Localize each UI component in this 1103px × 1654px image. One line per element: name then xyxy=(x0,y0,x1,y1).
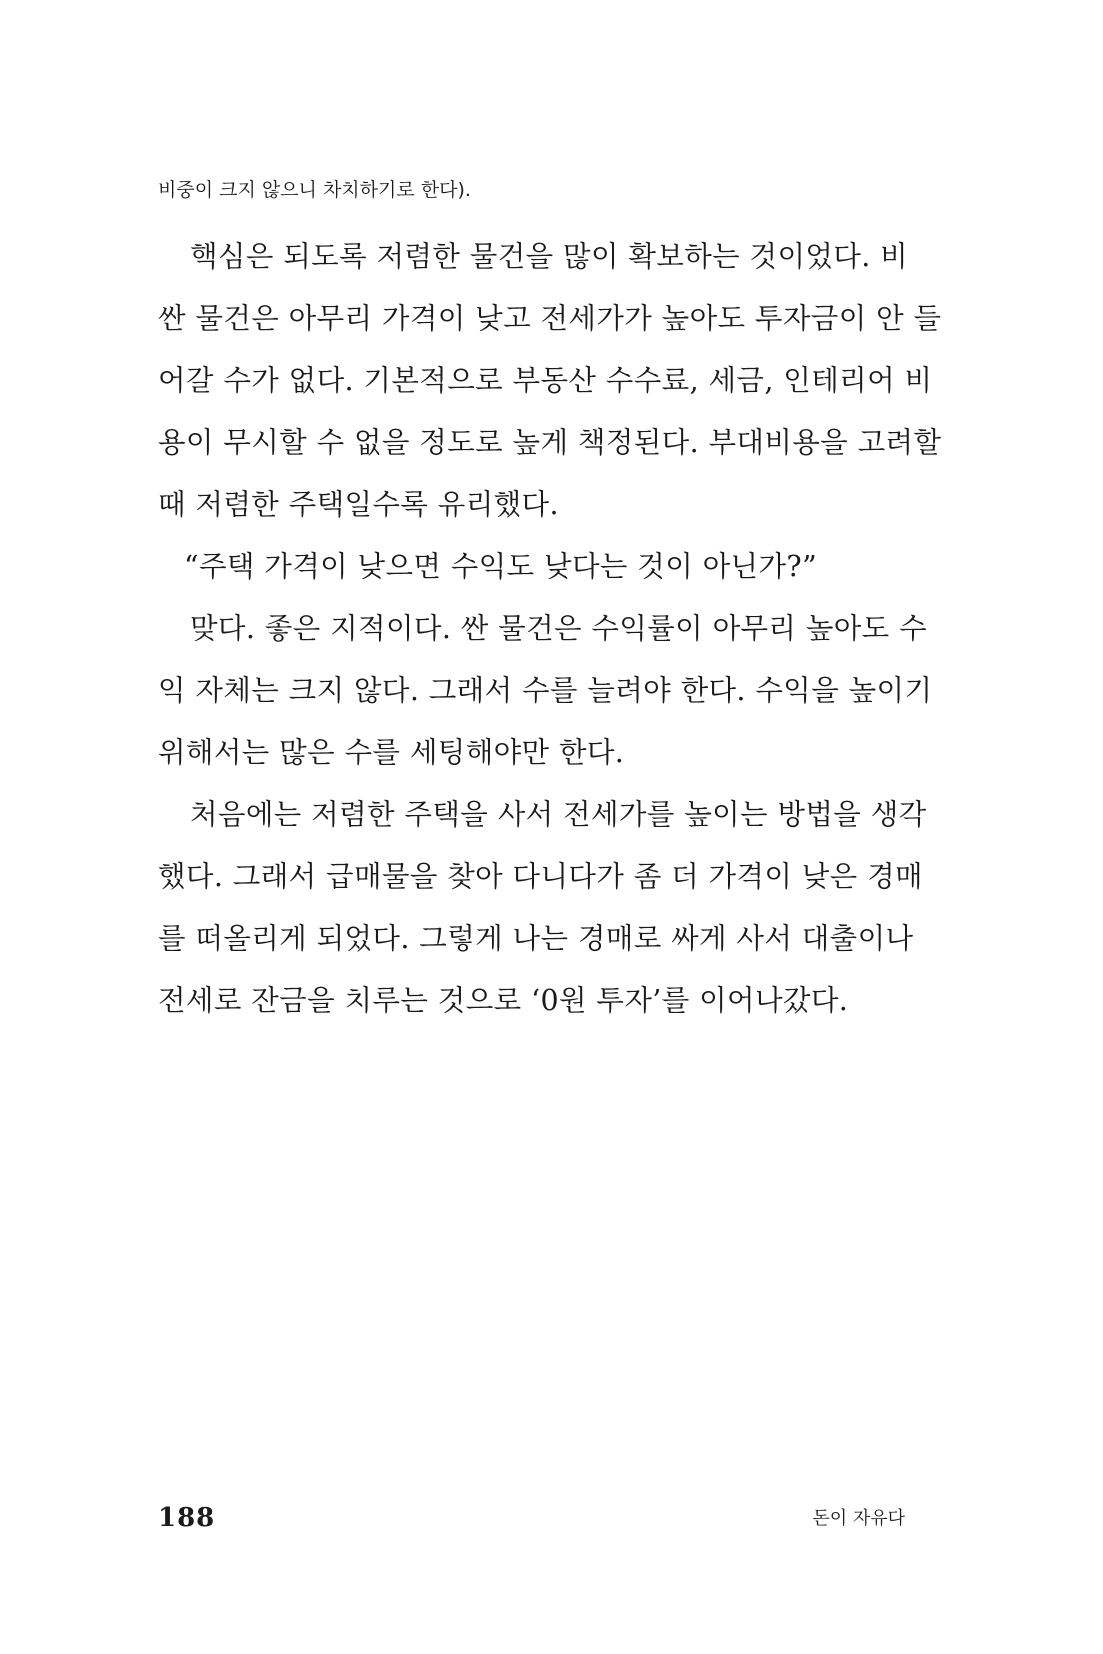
paragraph-line: 싼 물건은 아무리 가격이 낮고 전세가가 높아도 투자금이 안 들 xyxy=(158,302,942,335)
paragraph-line: 를 떠올리게 되었다. 그렇게 나는 경매로 싸게 사서 대출이나 xyxy=(158,922,914,955)
paragraph-line: 맞다. 좋은 지적이다. 싼 물건은 수익률이 아무리 높아도 수 xyxy=(190,612,928,645)
page-number: 188 xyxy=(158,1503,216,1533)
paragraph-line: 위해서는 많은 수를 세팅해야만 한다. xyxy=(158,736,625,769)
book-title: 돈이 자유다 xyxy=(812,1508,905,1529)
paragraph-line: 처음에는 저렴한 주택을 사서 전세가를 높이는 방법을 생각 xyxy=(190,798,927,831)
paragraph-line: 핵심은 되도록 저렴한 물건을 많이 확보하는 것이었다. 비 xyxy=(190,240,909,273)
paragraph-line: 어갈 수가 없다. 기본적으로 부동산 수수료, 세금, 인테리어 비 xyxy=(158,364,933,397)
continuation-line: 비중이 크지 않으니 차치하기로 한다). xyxy=(158,179,471,201)
paragraph-line: 익 자체는 크지 않다. 그래서 수를 늘려야 한다. 수익을 높이기 xyxy=(158,674,933,707)
paragraph-line: 용이 무시할 수 없을 정도로 높게 책정된다. 부대비용을 고려할 xyxy=(158,426,942,459)
paragraph-line: 전세로 잔금을 치루는 것으로 ‘0원 투자’를 이어나갔다. xyxy=(158,984,849,1017)
dialogue-line: “주택 가격이 낮으면 수익도 낮다는 것이 아닌가?” xyxy=(184,550,818,583)
paragraph-line: 했다. 그래서 급매물을 찾아 다니다가 좀 더 가격이 낮은 경매 xyxy=(158,860,923,893)
paragraph-line: 때 저렴한 주택일수록 유리했다. xyxy=(158,488,559,521)
body-text xyxy=(158,226,942,1032)
